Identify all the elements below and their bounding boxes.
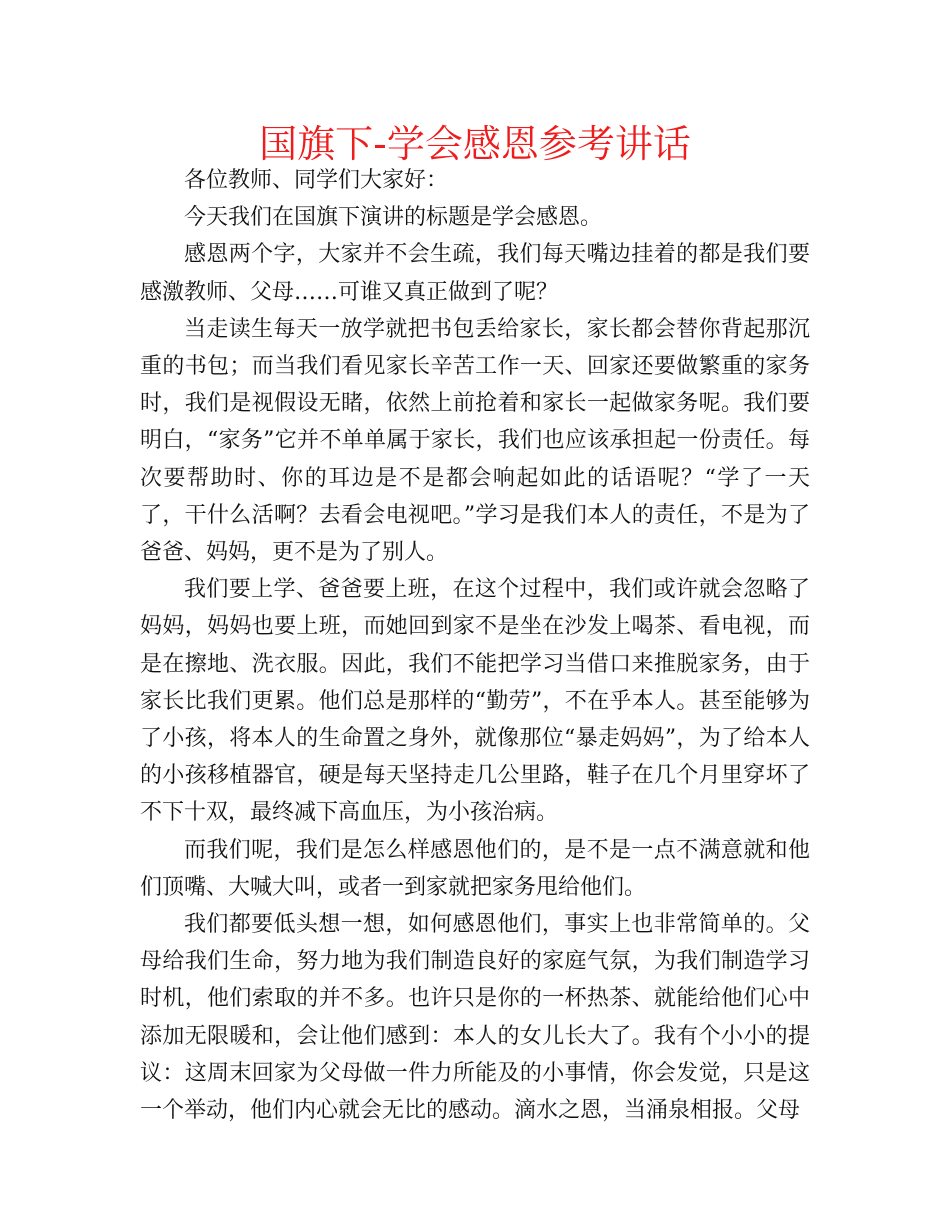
paragraph: 我们都要低头想一想，如何感恩他们，事实上也非常简单的。父母给我们生命，努力地为我们制造良好的家庭气氛，为我们制造学习时机，他们索取的并不多。也许只是你的一杯热茶、就能给他们心中添加无限暖和，会让他们感到：本人的女儿长大了。我有个小小的提议：这周末回家为父母做一件力所能及的小事情，你会发觉，只是这一个举动，他们内心就会无比的感动。滴水之恩，当涌泉相报。父母 [140, 912, 810, 1124]
paragraph: 当走读生每天一放学就把书包丢给家长，家长都会替你背起那沉重的书包；而当我们看见家长辛苦工作一天、回家还要做繁重的家务时，我们是视假设无睹，依然上前抢着和家长一起做家务呢。我们要明白，“家务”它并不单单属于家长，我们也应该承担起一份责任。每次要帮助时、你的耳边是不是都会响起如此的话语呢？“学了一天了，干什么活啊？去看会电视吧。”学习是我们本人的责任，不是为了爸爸、妈妈，更不是为了别人。 [140, 316, 810, 566]
paragraph-greeting: 各位教师、同学们大家好： [184, 168, 449, 193]
paragraph-topic: 今天我们在国旗下演讲的标题是学会感恩。 [184, 205, 603, 231]
document-title: 国旗下-学会感恩参考讲话 [259, 122, 691, 166]
paragraph: 感恩两个字，大家并不会生疏，我们每天嘴边挂着的都是我们要感激教师、父母……可谁又真正做到了呢？ [140, 242, 810, 305]
paragraph: 我们要上学、爸爸要上班，在这个过程中，我们或许就会忽略了妈妈，妈妈也要上班，而她回到家不是坐在沙发上喝茶、看电视，而是在擦地、洗衣服。因此，我们不能把学习当借口来推脱家务，由于家长比我们更累。他们总是那样的“勤劳”，不在乎本人。甚至能够为了小孩，将本人的生命置之身外，就像那位“暴走妈妈”，为了给本人的小孩移植器官，硬是每天坚持走几公里路，鞋子在几个月里穿坏了不下十双，最终减下高血压，为小孩治病。 [140, 577, 810, 826]
paragraph: 而我们呢，我们是怎么样感恩他们的，是不是一点不满意就和他们顶嘴、大喊大叫，或者一到家就把家务甩给他们。 [140, 837, 810, 900]
document-body [140, 162, 810, 1129]
